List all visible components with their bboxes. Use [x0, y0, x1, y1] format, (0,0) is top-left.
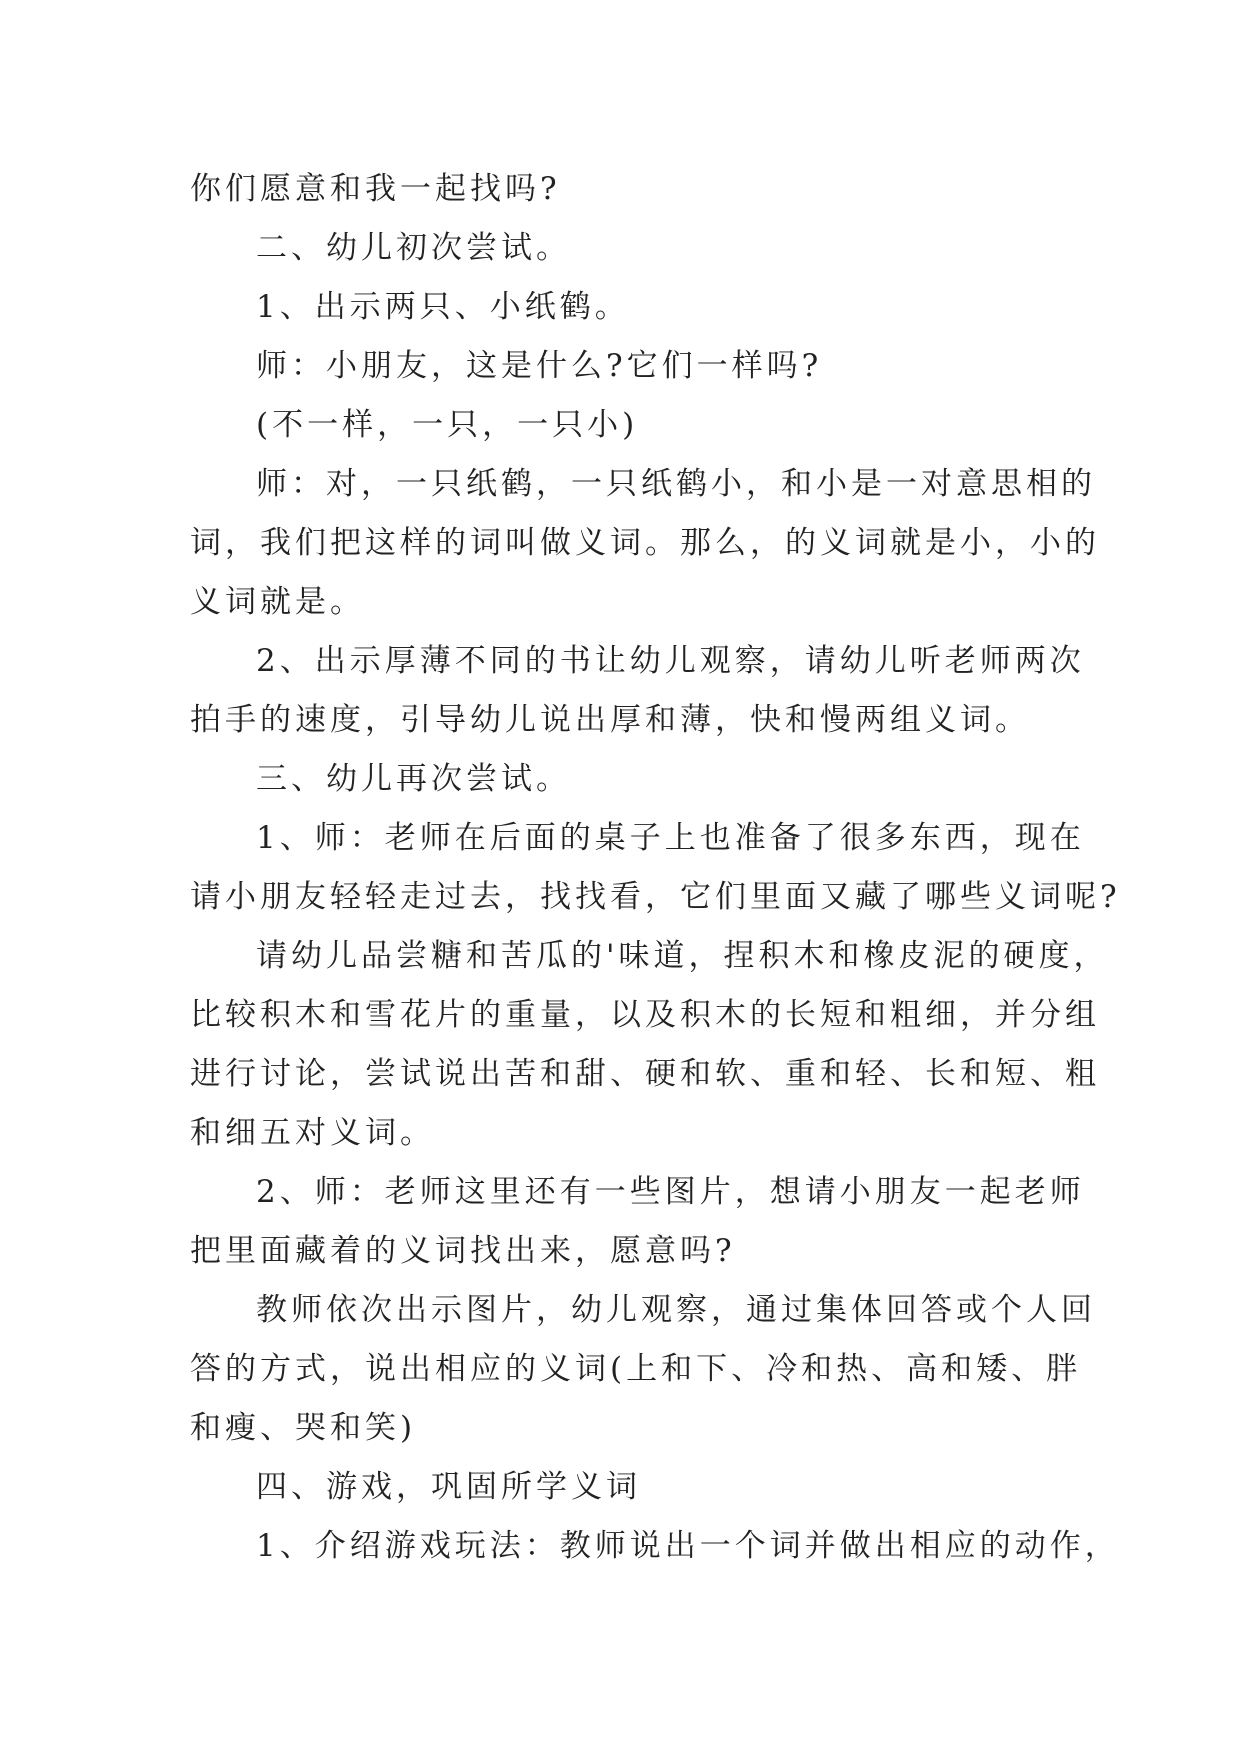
- text-line: 1、介绍游戏玩法：教师说出一个词并做出相应的动作，: [256, 1528, 1120, 1564]
- text-line: 请幼儿品尝糖和苦瓜的'味道，捏积木和橡皮泥的硬度，: [256, 938, 1109, 974]
- text-line: 义词就是。: [190, 584, 365, 620]
- text-line: 进行讨论，尝试说出苦和甜、硬和软、重和轻、长和短、粗: [190, 1056, 1100, 1092]
- text-line: 1、师：老师在后面的桌子上也准备了很多东西，现在: [256, 820, 1085, 856]
- text-line: 你们愿意和我一起找吗?: [190, 171, 561, 207]
- text-line: 答的方式，说出相应的义词(上和下、冷和热、高和矮、胖: [190, 1351, 1082, 1387]
- text-line: 师：对，一只纸鹤，一只纸鹤小，和小是一对意思相的: [256, 466, 1096, 502]
- document-page: [190, 160, 1121, 1576]
- text-line: (不一样，一只，一只小): [256, 407, 639, 443]
- text-line: 2、出示厚薄不同的书让幼儿观察，请幼儿听老师两次: [256, 643, 1085, 679]
- text-line: 1、出示两只、小纸鹤。: [256, 289, 630, 325]
- text-line: 词，我们把这样的词叫做义词。那么，的义词就是小，小的: [190, 525, 1100, 561]
- text-line: 拍手的速度，引导幼儿说出厚和薄，快和慢两组义词。: [190, 702, 1030, 738]
- text-line: 师：小朋友，这是什么?它们一样吗?: [256, 348, 823, 384]
- text-line: 请小朋友轻轻走过去，找找看，它们里面又藏了哪些义词呢?: [190, 879, 1121, 915]
- text-line: 二、幼儿初次尝试。: [256, 230, 571, 266]
- text-line: 和细五对义词。: [190, 1115, 435, 1151]
- text-line: 四、游戏，巩固所学义词: [256, 1469, 641, 1505]
- text-line: 把里面藏着的义词找出来，愿意吗?: [190, 1233, 736, 1269]
- text-line: 教师依次出示图片，幼儿观察，通过集体回答或个人回: [256, 1292, 1096, 1328]
- text-line: 2、师：老师这里还有一些图片，想请小朋友一起老师: [256, 1174, 1085, 1210]
- text-line: 比较积木和雪花片的重量，以及积木的长短和粗细，并分组: [190, 997, 1100, 1033]
- text-line: 和瘦、哭和笑): [190, 1410, 417, 1446]
- text-line: 三、幼儿再次尝试。: [256, 761, 571, 797]
